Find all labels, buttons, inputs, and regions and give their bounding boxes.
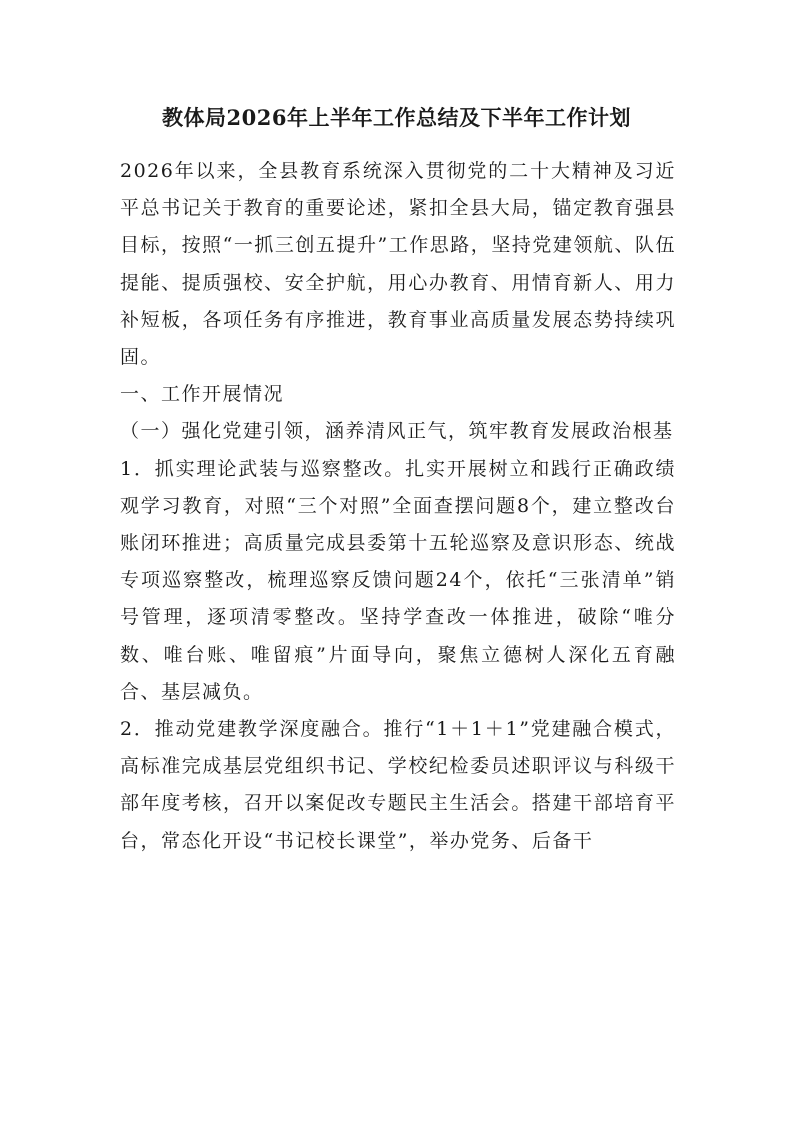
intro-paragraph: 2026年以来，全县教育系统深入贯彻党的二十大精神及习近平总书记关于教育的重要论述，紧扣全县大局，锚定教育强县目标，按照“一抓三创五提升”工作思路，坚持党建领航、队伍提能、提质强校、安全护航，用心办教育、用情育新人、用力补短板，各项任务有序推进，教育事业高质量发展态势持续巩固。 xyxy=(120,160,676,369)
subsection-heading: （一）强化党建引领，涵养清风正气，筑牢教育发展政治根基 xyxy=(120,420,674,443)
item-paragraph-2: 2．推动党建教学深度融合。推行“1＋1＋1”党建融合模式，高标准完成基层党组织书记、学校纪检委员述职评议与科级干部年度考核，召开以案促改专题民主生活会。搭建干部培育平台，常态化开设“书记校长课堂”，举办党务、后备干 xyxy=(120,718,676,852)
document-body xyxy=(120,153,676,860)
item-paragraph-1: 1．抓实理论武装与巡察整改。扎实开展树立和践行正确政绩观学习教育，对照“三个对照”全面查摆问题8个，建立整改台账闭环推进；高质量完成县委第十五轮巡察及意识形态、统战专项巡察整改，梳理巡察反馈问题24个，依托“三张清单”销号管理，逐项清零整改。坚持学查改一体推进，破除“唯分数、唯台账、唯留痕”片面导向，聚焦立德树人深化五育融合、基层减负。 xyxy=(120,457,676,703)
section-heading: 一、工作开展情况 xyxy=(120,383,285,406)
document-title: 教体局2026年上半年工作总结及下半年工作计划 xyxy=(162,105,631,130)
